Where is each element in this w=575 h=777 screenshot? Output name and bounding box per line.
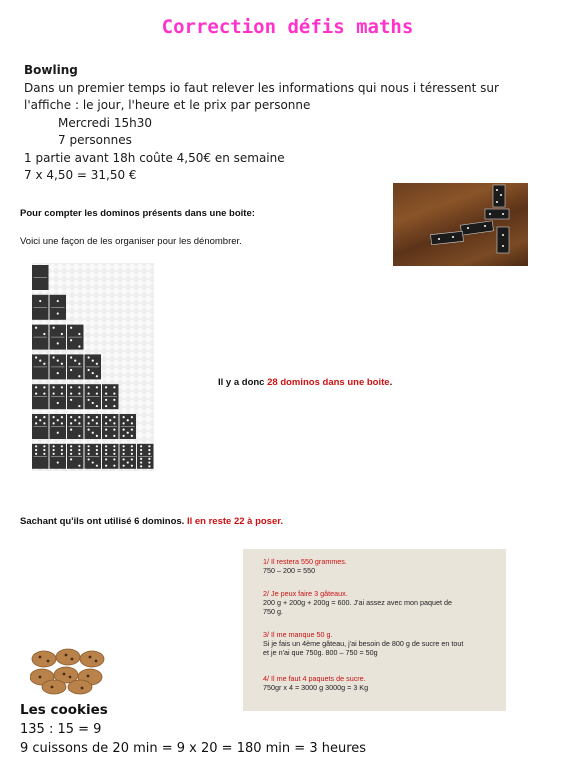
- domino-3-1: [50, 354, 67, 379]
- domino-1-0: [32, 295, 49, 320]
- domino-4-4: [102, 384, 119, 409]
- domino-4-0: [32, 384, 49, 409]
- domino-3-2: [67, 354, 84, 379]
- domino-2-0: [32, 325, 49, 350]
- domino-3-0: [32, 354, 49, 379]
- cookies-photo: [30, 647, 110, 695]
- bowling-calc: 7 x 4,50 = 31,50 €: [24, 168, 137, 182]
- dominos-result-prefix: Il y a donc: [218, 377, 268, 388]
- domino-2-2: [67, 325, 84, 350]
- dominos-photo-drawing: [393, 183, 528, 266]
- bowling-section: [24, 62, 499, 185]
- dominos-result-highlight: 28 dominos dans une boite: [267, 377, 390, 388]
- domino-6-2: [67, 444, 84, 469]
- sugar-item2-line1: 200 g + 200g + 200g = 600. J'ai assez avec mon paquet de: [263, 598, 452, 607]
- bowling-day-time: Mercredi 15h30: [58, 115, 152, 130]
- domino-5-2: [67, 414, 84, 439]
- sugar-item2-title: 2/ Je peux faire 3 gâteaux.: [263, 589, 348, 598]
- bowling-heading: Bowling: [24, 63, 78, 77]
- sugar-item4-title: 4/ Il me faut 4 paquets de sucre.: [263, 674, 366, 683]
- cookies-heading: Les cookies: [20, 702, 108, 718]
- domino-6-3: [85, 444, 102, 469]
- dominos-used-highlight: Il en reste 22 à poser.: [186, 516, 284, 527]
- domino-0-0: [32, 265, 49, 290]
- sugar-item3-line2: et je n'ai que 750g. 800 – 750 = 50g: [263, 648, 378, 657]
- domino-triangle: [32, 263, 154, 471]
- domino-4-1: [50, 384, 67, 409]
- sugar-item4-calc: 750gr x 4 = 3000 g 3000g = 3 Kg: [263, 683, 369, 692]
- cookies-line-1: 135 : 15 = 9: [20, 722, 102, 737]
- domino-5-4: [102, 414, 119, 439]
- domino-5-3: [85, 414, 102, 439]
- sugar-item1-title: 1/ Il restera 550 grammes.: [263, 557, 347, 566]
- cookies-line-2: 9 cuissons de 20 min = 9 x 20 = 180 min = 3 heures: [20, 741, 367, 756]
- domino-6-4: [102, 444, 119, 469]
- domino-2-1: [50, 325, 67, 350]
- domino-5-0: [32, 414, 49, 439]
- domino-3-3: [85, 354, 102, 379]
- bowling-price-rule: 1 partie avant 18h coûte 4,50€ en semaine: [24, 150, 285, 165]
- domino-1-1: [50, 295, 67, 320]
- domino-5-5: [120, 414, 137, 439]
- domino-6-1: [50, 444, 67, 469]
- dominos-used-prefix: Sachant qu'ils ont utilisé 6 dominos.: [20, 516, 187, 527]
- domino-6-5: [120, 444, 137, 469]
- page-title: Correction défis maths: [161, 16, 414, 38]
- domino-6-0: [32, 444, 49, 469]
- domino-6-6: [137, 444, 154, 469]
- domino-5-1: [50, 414, 67, 439]
- sugar-answers-card: [243, 549, 506, 711]
- dominos-heading: Pour compter les dominos présents dans une boite:: [20, 208, 255, 219]
- sugar-item3-line1: Si je fais un 4ème gâteau, j'ai besoin de 800 g de sucre en tout: [263, 639, 464, 648]
- dominos-used: [20, 516, 283, 527]
- sugar-item3-title: 3/ Il me manque 50 g.: [263, 630, 333, 639]
- sugar-item2-line2: 750 g.: [263, 607, 283, 616]
- dominos-result: [218, 377, 392, 388]
- domino-4-2: [67, 384, 84, 409]
- dominos-photo: [393, 183, 528, 266]
- sugar-item1-calc: 750 – 200 = 550: [263, 566, 316, 575]
- dominos-method: Voici une façon de les organiser pour les dénombrer.: [20, 236, 242, 247]
- bowling-line-2: l'affiche : le jour, l'heure et le prix par personne: [24, 98, 311, 112]
- cookies-section: [20, 701, 366, 758]
- domino-triangle-drawing: [32, 263, 154, 471]
- domino-4-3: [85, 384, 102, 409]
- dominos-result-suffix: .: [389, 377, 393, 388]
- bowling-line-1: Dans un premier temps io faut relever les informations qui nous i téressent sur: [24, 80, 499, 95]
- bowling-people: 7 personnes: [58, 133, 132, 147]
- cookies-photo-drawing: [30, 647, 110, 695]
